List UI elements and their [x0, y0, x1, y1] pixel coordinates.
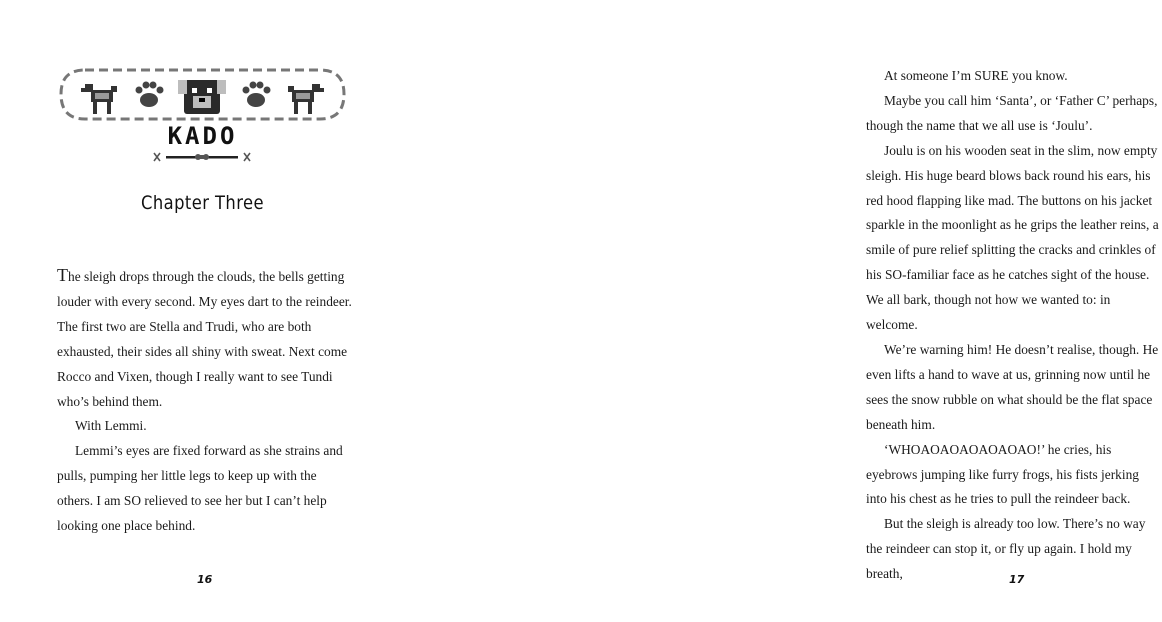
- paragraph: Joulu is on his wooden seat in the slim, now empty sleigh. His huge beard blows back round his ears, his red hood flapping like mad. The buttons on his jacket sparkle in the moonlight as he grips the leather reins, a smile of pure relief splitting the cracks and crinkles of his SO-familiar face as he catches sight of the house. We all bark, though not how we wanted to: in welcome.: [866, 142, 1159, 333]
- series-title: KADO: [167, 122, 238, 150]
- paragraph: But the sleigh is already too low. There’s no way the reindeer can stop it, or fly up again. I hold my breath,: [866, 516, 1146, 582]
- opening-paragraph-text: he sleigh drops through the clouds, the bells getting louder with every second. My eyes dart to the reindeer. The first two are Stella and Trudi, who are both exhausted, their sides all shiny with sweat. Next come Rocco and Vixen, though I really want to see Tundi who’s behind them.: [57, 269, 352, 409]
- paragraph: We’re warning him! He doesn’t realise, though. He even lifts a hand to wave at us, grinning now until he sees the snow rubble on what should be the flat space beneath him.: [866, 341, 1159, 432]
- dogs-and-paws-ornament-icon: [57, 66, 348, 123]
- paragraph: Lemmi’s eyes are fixed forward as she strains and pulls, pumping her little legs to keep up with the others. I am SO relieved to see her but I can’t help looking one place behind.: [57, 443, 343, 534]
- left-body-text: [57, 265, 354, 539]
- right-page: [405, 0, 1159, 622]
- paragraph: At someone I’m SURE you know.: [884, 68, 1068, 83]
- page-number: 16: [197, 573, 213, 586]
- paragraph: ‘WHOAOAOAOAOAOAO!’ he cries, his eyebrows jumping like furry frogs, his fists jerking into his chest as he tries to pull the reindeer back.: [866, 441, 1139, 507]
- drop-cap: T: [57, 265, 68, 285]
- bone-divider-icon: [152, 150, 252, 164]
- paragraph: With Lemmi.: [75, 418, 147, 434]
- page-number: 17: [1009, 573, 1025, 586]
- chapter-title: Chapter Three: [141, 192, 264, 214]
- left-page: [0, 0, 405, 622]
- right-body-text: [866, 64, 1162, 587]
- opening-paragraph: [57, 265, 354, 414]
- paragraph: Maybe you call him ‘Santa’, or ‘Father C’ perhaps, though the name that we all use is ‘Joulu’.: [866, 92, 1158, 133]
